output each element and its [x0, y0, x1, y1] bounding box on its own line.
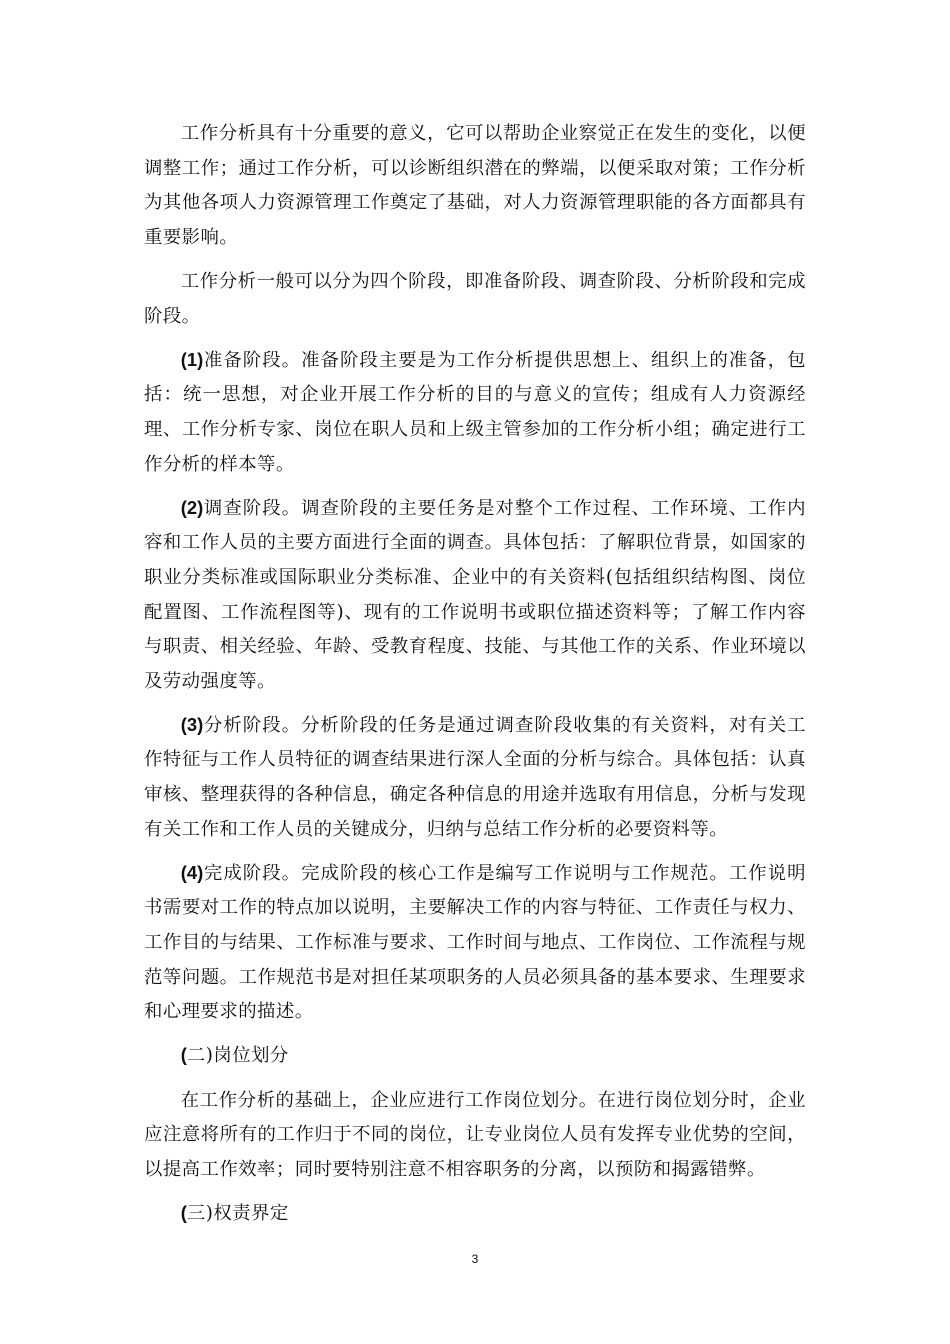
paragraph-text: 完成阶段。完成阶段的核心工作是编写工作说明与工作规范。工作说明书需要对工作的特点加以说明，主要解决工作的内容与特征、工作责任与权力、工作目的与结果、工作标准与要求、工作时间与地点、工作岗位、工作流程与规范等问题。工作规范书是对担任某项职务的人员必须具备的基本要求、生理要求和心理要求的描述。 [144, 862, 806, 1023]
paragraph-text: 准备阶段。准备阶段主要是为工作分析提供思想上、组织上的准备，包括：统一思想，对企业开展工作分析的目的与意义的宣传；组成有人力资源经理、工作分析专家、岗位在职人员和上级主管参加的工作分析小组；确定进行工作分析的样本等。 [144, 349, 806, 475]
heading-position-division [144, 1038, 806, 1074]
paragraph-text: 在工作分析的基础上，企业应进行工作岗位划分。在进行岗位划分时，企业应注意将所有的工作归于不同的岗位，让专业岗位人员有发挥专业优势的空间，以提高工作效率；同时要特别注意不相容职务的分离，以预防和揭露错弊。 [144, 1089, 806, 1180]
paragraph-prefix: (2) [180, 496, 204, 518]
paragraph-prefix: (4) [180, 861, 204, 883]
heading-authority-definition [144, 1196, 806, 1232]
paragraph-text: 工作分析一般可以分为四个阶段，即准备阶段、调查阶段、分析阶段和完成阶段。 [144, 270, 806, 327]
paragraph-prefix: (3) [180, 713, 204, 735]
paragraph-investigation-stage [144, 491, 806, 700]
paragraph-preparation-stage [144, 343, 806, 482]
paragraph-text: 分析阶段。分析阶段的任务是通过调查阶段收集的有关资料，对有关工作特征与工作人员特征的调查结果进行深人全面的分析与综合。具体包括：认真审核、整理获得的各种信息，确定各种信息的用途并选取有用信息，分析与发现有关工作和工作人员的关键成分，归纳与总结工作分析的必要资料等。 [144, 714, 806, 840]
paragraph-prefix: (1) [180, 348, 204, 370]
document-body [144, 116, 806, 1240]
paragraph-completion-stage [144, 856, 806, 1030]
paragraph-position-division [144, 1083, 806, 1188]
paragraph-importance [144, 116, 806, 255]
page-number: 3 [471, 1252, 479, 1266]
paragraph-analysis-stage [144, 708, 806, 847]
paragraph-prefix: ( [180, 1044, 187, 1066]
paragraph-text: 三)权责界定 [186, 1202, 289, 1224]
paragraph-prefix: ( [180, 1201, 187, 1223]
paragraph-four-stages [144, 264, 806, 334]
paragraph-text: 工作分析具有十分重要的意义，它可以帮助企业察觉正在发生的变化，以便调整工作；通过工作分析，可以诊断组织潜在的弊端，以便采取对策；工作分析为其他各项人力资源管理工作奠定了基础，对人力资源管理职能的各方面都具有重要影响。 [144, 123, 806, 248]
paragraph-text: 二)岗位划分 [186, 1045, 289, 1067]
paragraph-text: 调查阶段。调查阶段的主要任务是对整个工作过程、工作环境、工作内容和工作人员的主要方面进行全面的调查。具体包括：了解职位背景，如国家的职业分类标准或国际职业分类标准、企业中的有关资料(包括组织结构图、岗位配置图、工作流程图等)、现有的工作说明书或职位描述资料等；了解工作内容与职责、相关经验、年龄、受教育程度、技能、与其他工作的关系、作业环境以及劳动强度等。 [144, 497, 806, 692]
